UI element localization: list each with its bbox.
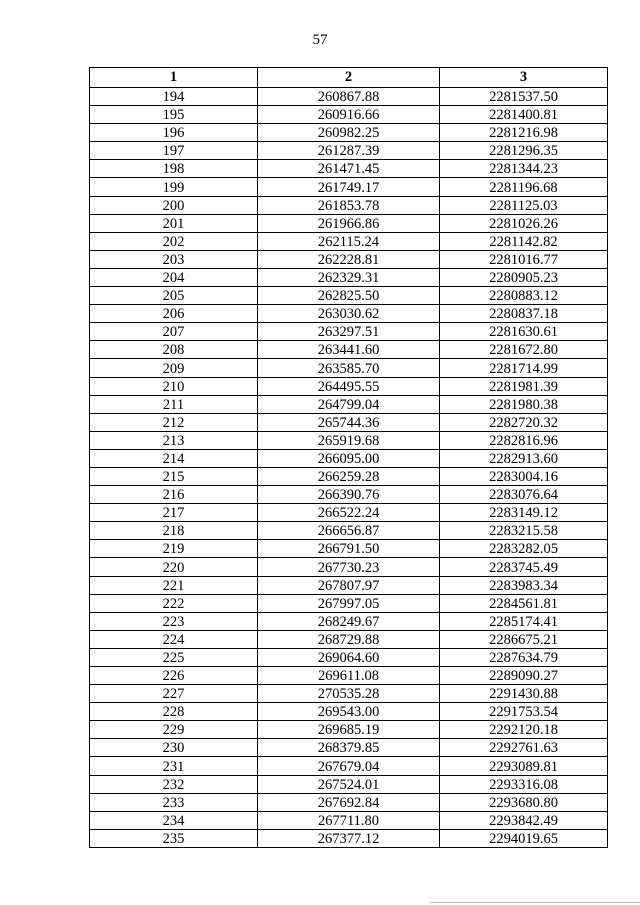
table-row xyxy=(90,793,608,811)
point-number-cell: 220 xyxy=(90,558,258,576)
x-coordinate-cell: 267377.12 xyxy=(258,829,440,847)
x-coordinate-cell: 264799.04 xyxy=(258,395,440,413)
y-coordinate-cell: 2281142.82 xyxy=(440,232,608,250)
table-row xyxy=(90,667,608,685)
y-coordinate-cell: 2285174.41 xyxy=(440,612,608,630)
y-coordinate-cell: 2281344.23 xyxy=(440,160,608,178)
point-number-cell: 222 xyxy=(90,594,258,612)
x-coordinate-cell: 263030.62 xyxy=(258,305,440,323)
y-coordinate-cell: 2292120.18 xyxy=(440,721,608,739)
x-coordinate-cell: 261853.78 xyxy=(258,196,440,214)
x-coordinate-cell: 269611.08 xyxy=(258,667,440,685)
table-row xyxy=(90,323,608,341)
y-coordinate-cell: 2289090.27 xyxy=(440,667,608,685)
point-number-cell: 225 xyxy=(90,648,258,666)
y-coordinate-cell: 2280837.18 xyxy=(440,305,608,323)
x-coordinate-cell: 266791.50 xyxy=(258,540,440,558)
table-row xyxy=(90,250,608,268)
point-number-cell: 207 xyxy=(90,323,258,341)
point-number-cell: 201 xyxy=(90,214,258,232)
x-coordinate-cell: 269685.19 xyxy=(258,721,440,739)
y-coordinate-cell: 2280905.23 xyxy=(440,268,608,286)
y-coordinate-cell: 2294019.65 xyxy=(440,829,608,847)
y-coordinate-cell: 2283004.16 xyxy=(440,467,608,485)
y-coordinate-cell: 2282720.32 xyxy=(440,413,608,431)
table-row xyxy=(90,377,608,395)
point-number-cell: 228 xyxy=(90,703,258,721)
point-number-cell: 196 xyxy=(90,124,258,142)
point-number-cell: 205 xyxy=(90,287,258,305)
point-number-cell: 198 xyxy=(90,160,258,178)
point-number-cell: 202 xyxy=(90,232,258,250)
y-coordinate-cell: 2281125.03 xyxy=(440,196,608,214)
point-number-cell: 235 xyxy=(90,829,258,847)
x-coordinate-cell: 267524.01 xyxy=(258,775,440,793)
column-header-3: 3 xyxy=(440,68,608,88)
table-row xyxy=(90,431,608,449)
table-row xyxy=(90,449,608,467)
y-coordinate-cell: 2283745.49 xyxy=(440,558,608,576)
x-coordinate-cell: 267692.84 xyxy=(258,793,440,811)
table-row xyxy=(90,703,608,721)
table-body xyxy=(90,88,608,848)
y-coordinate-cell: 2281400.81 xyxy=(440,106,608,124)
x-coordinate-cell: 261471.45 xyxy=(258,160,440,178)
y-coordinate-cell: 2284561.81 xyxy=(440,594,608,612)
y-coordinate-cell: 2292761.63 xyxy=(440,739,608,757)
y-coordinate-cell: 2281672.80 xyxy=(440,341,608,359)
point-number-cell: 218 xyxy=(90,522,258,540)
y-coordinate-cell: 2293089.81 xyxy=(440,757,608,775)
table-row xyxy=(90,467,608,485)
table-row xyxy=(90,178,608,196)
x-coordinate-cell: 262329.31 xyxy=(258,268,440,286)
table-row xyxy=(90,522,608,540)
x-coordinate-cell: 266259.28 xyxy=(258,467,440,485)
point-number-cell: 213 xyxy=(90,431,258,449)
table-row xyxy=(90,612,608,630)
y-coordinate-cell: 2282816.96 xyxy=(440,431,608,449)
x-coordinate-cell: 265919.68 xyxy=(258,431,440,449)
x-coordinate-cell: 260916.66 xyxy=(258,106,440,124)
table-row xyxy=(90,413,608,431)
x-coordinate-cell: 269543.00 xyxy=(258,703,440,721)
point-number-cell: 197 xyxy=(90,142,258,160)
x-coordinate-cell: 261749.17 xyxy=(258,178,440,196)
x-coordinate-cell: 262825.50 xyxy=(258,287,440,305)
table-row xyxy=(90,721,608,739)
y-coordinate-cell: 2286675.21 xyxy=(440,630,608,648)
table-row xyxy=(90,341,608,359)
y-coordinate-cell: 2280883.12 xyxy=(440,287,608,305)
x-coordinate-cell: 269064.60 xyxy=(258,648,440,666)
y-coordinate-cell: 2281537.50 xyxy=(440,88,608,106)
table-row xyxy=(90,214,608,232)
point-number-cell: 199 xyxy=(90,178,258,196)
table-row xyxy=(90,630,608,648)
point-number-cell: 195 xyxy=(90,106,258,124)
x-coordinate-cell: 260867.88 xyxy=(258,88,440,106)
table-row xyxy=(90,395,608,413)
table-row xyxy=(90,106,608,124)
point-number-cell: 203 xyxy=(90,250,258,268)
x-coordinate-cell: 267997.05 xyxy=(258,594,440,612)
table-row xyxy=(90,685,608,703)
x-coordinate-cell: 267730.23 xyxy=(258,558,440,576)
table-row xyxy=(90,486,608,504)
x-coordinate-cell: 262115.24 xyxy=(258,232,440,250)
column-header-1: 1 xyxy=(90,68,258,88)
x-coordinate-cell: 268379.85 xyxy=(258,739,440,757)
table-row xyxy=(90,268,608,286)
point-number-cell: 216 xyxy=(90,486,258,504)
column-header-2: 2 xyxy=(258,68,440,88)
table-row xyxy=(90,775,608,793)
point-number-cell: 221 xyxy=(90,576,258,594)
x-coordinate-cell: 267679.04 xyxy=(258,757,440,775)
point-number-cell: 208 xyxy=(90,341,258,359)
point-number-cell: 231 xyxy=(90,757,258,775)
point-number-cell: 214 xyxy=(90,449,258,467)
table-row xyxy=(90,232,608,250)
point-number-cell: 230 xyxy=(90,739,258,757)
x-coordinate-cell: 262228.81 xyxy=(258,250,440,268)
table-row xyxy=(90,160,608,178)
y-coordinate-cell: 2281216.98 xyxy=(440,124,608,142)
point-number-cell: 215 xyxy=(90,467,258,485)
x-coordinate-cell: 267711.80 xyxy=(258,811,440,829)
x-coordinate-cell: 261966.86 xyxy=(258,214,440,232)
x-coordinate-cell: 266095.00 xyxy=(258,449,440,467)
x-coordinate-cell: 266390.76 xyxy=(258,486,440,504)
point-number-cell: 226 xyxy=(90,667,258,685)
table-row xyxy=(90,124,608,142)
table-row xyxy=(90,811,608,829)
y-coordinate-cell: 2283149.12 xyxy=(440,504,608,522)
x-coordinate-cell: 265744.36 xyxy=(258,413,440,431)
point-number-cell: 219 xyxy=(90,540,258,558)
y-coordinate-cell: 2283983.34 xyxy=(440,576,608,594)
table-row xyxy=(90,757,608,775)
x-coordinate-cell: 268249.67 xyxy=(258,612,440,630)
point-number-cell: 200 xyxy=(90,196,258,214)
x-coordinate-cell: 263441.60 xyxy=(258,341,440,359)
point-number-cell: 224 xyxy=(90,630,258,648)
x-coordinate-cell: 260982.25 xyxy=(258,124,440,142)
point-number-cell: 206 xyxy=(90,305,258,323)
table-row xyxy=(90,576,608,594)
x-coordinate-cell: 263297.51 xyxy=(258,323,440,341)
y-coordinate-cell: 2291753.54 xyxy=(440,703,608,721)
point-number-cell: 234 xyxy=(90,811,258,829)
y-coordinate-cell: 2281981.39 xyxy=(440,377,608,395)
x-coordinate-cell: 266656.87 xyxy=(258,522,440,540)
y-coordinate-cell: 2283076.64 xyxy=(440,486,608,504)
y-coordinate-cell: 2281196.68 xyxy=(440,178,608,196)
table-header-row xyxy=(90,68,608,88)
point-number-cell: 227 xyxy=(90,685,258,703)
y-coordinate-cell: 2281980.38 xyxy=(440,395,608,413)
y-coordinate-cell: 2291430.88 xyxy=(440,685,608,703)
x-coordinate-cell: 267807.97 xyxy=(258,576,440,594)
table-row xyxy=(90,305,608,323)
table-row xyxy=(90,558,608,576)
table-row xyxy=(90,648,608,666)
y-coordinate-cell: 2281296.35 xyxy=(440,142,608,160)
y-coordinate-cell: 2283282.05 xyxy=(440,540,608,558)
x-coordinate-cell: 268729.88 xyxy=(258,630,440,648)
y-coordinate-cell: 2281630.61 xyxy=(440,323,608,341)
x-coordinate-cell: 261287.39 xyxy=(258,142,440,160)
table-row xyxy=(90,504,608,522)
point-number-cell: 223 xyxy=(90,612,258,630)
table-row xyxy=(90,359,608,377)
point-number-cell: 209 xyxy=(90,359,258,377)
point-number-cell: 233 xyxy=(90,793,258,811)
y-coordinate-cell: 2282913.60 xyxy=(440,449,608,467)
coordinates-table xyxy=(89,67,608,848)
table-row xyxy=(90,540,608,558)
y-coordinate-cell: 2281026.26 xyxy=(440,214,608,232)
x-coordinate-cell: 266522.24 xyxy=(258,504,440,522)
page-number: 57 xyxy=(312,32,328,48)
table-row xyxy=(90,196,608,214)
table-row xyxy=(90,594,608,612)
scan-edge-line xyxy=(430,902,640,903)
table-row xyxy=(90,829,608,847)
point-number-cell: 204 xyxy=(90,268,258,286)
table-row xyxy=(90,142,608,160)
y-coordinate-cell: 2287634.79 xyxy=(440,648,608,666)
table-row xyxy=(90,739,608,757)
y-coordinate-cell: 2293316.08 xyxy=(440,775,608,793)
y-coordinate-cell: 2293680.80 xyxy=(440,793,608,811)
y-coordinate-cell: 2283215.58 xyxy=(440,522,608,540)
point-number-cell: 232 xyxy=(90,775,258,793)
point-number-cell: 194 xyxy=(90,88,258,106)
point-number-cell: 211 xyxy=(90,395,258,413)
x-coordinate-cell: 264495.55 xyxy=(258,377,440,395)
point-number-cell: 229 xyxy=(90,721,258,739)
x-coordinate-cell: 263585.70 xyxy=(258,359,440,377)
point-number-cell: 212 xyxy=(90,413,258,431)
table-row xyxy=(90,88,608,106)
point-number-cell: 217 xyxy=(90,504,258,522)
table-row xyxy=(90,287,608,305)
y-coordinate-cell: 2281016.77 xyxy=(440,250,608,268)
y-coordinate-cell: 2281714.99 xyxy=(440,359,608,377)
point-number-cell: 210 xyxy=(90,377,258,395)
x-coordinate-cell: 270535.28 xyxy=(258,685,440,703)
y-coordinate-cell: 2293842.49 xyxy=(440,811,608,829)
